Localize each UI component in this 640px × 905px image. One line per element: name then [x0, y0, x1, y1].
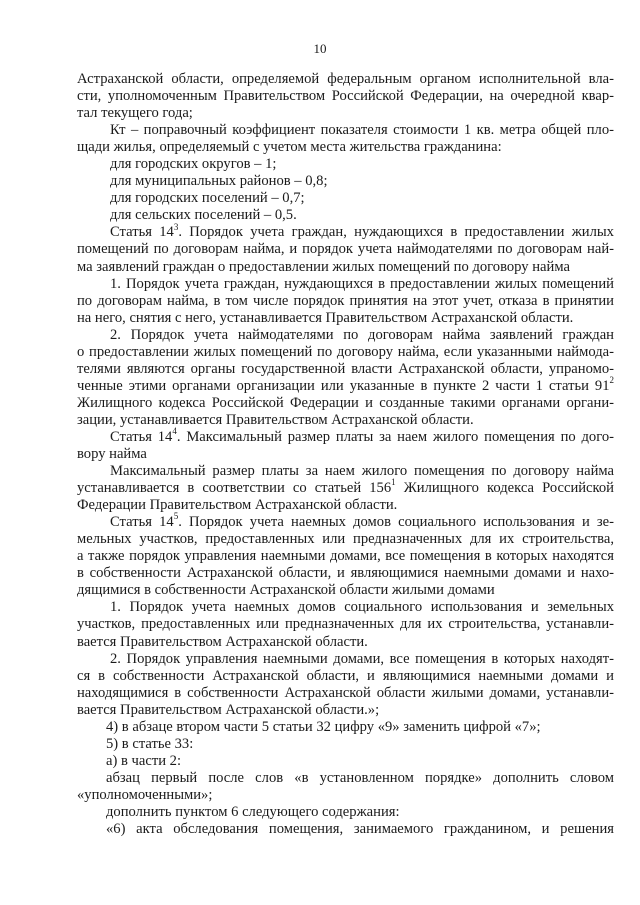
text-run: 1. Порядок учета граждан, нуждающихся в предоставлении жилых помещений: [110, 275, 614, 292]
text-run: Федерации Правительством Астраханской области.: [77, 497, 398, 514]
text-run: а) в части 2:: [106, 752, 182, 769]
text-run: в собственности Астраханской области, и являющимися наемными домами и нахо-: [77, 565, 614, 582]
text-run: дящимися в собственности Астраханской области жилыми домами: [77, 582, 495, 599]
superscript: 1: [391, 477, 396, 488]
text-run: участков, предоставленных или предназначенных для их строительства, устанавли-: [77, 616, 614, 633]
text-run: мельных участков, предоставленных или предназначенных для их строительства,: [77, 531, 614, 548]
text-line: [106, 820, 614, 839]
text-run: 2. Порядок учета наймодателями по договорам найма заявлений граждан: [110, 326, 614, 343]
text-run: Статья 14: [110, 224, 174, 241]
superscript: 4: [172, 426, 177, 437]
text-run: . Порядок учета граждан, нуждающихся в предоставлении жилых: [178, 224, 614, 241]
text-run: Статья 14: [110, 428, 173, 445]
text-run: . Максимальный размер платы за наем жилого помещения по дого-: [176, 428, 614, 445]
text-run: Жилищного кодекса Российской Федерации и созданные такими органами органи-: [77, 394, 614, 411]
text-run: сти, уполномоченным Правительством Российской Федерации, на очередной квар-: [77, 88, 614, 105]
text-run: о предоставлении жилых помещений по договору найма, если указанными наймода-: [77, 343, 614, 360]
text-run: для городских поселений – 0,7;: [110, 190, 305, 207]
text-run: Кт – поправочный коэффициент показателя стоимости 1 кв. метра общей пло-: [110, 122, 614, 139]
text-run: вается Правительством Астраханской области.: [77, 633, 368, 650]
text-run: помещений по договорам найма, и порядок учета наймодателями по договорам най-: [77, 241, 614, 258]
text-run: на него, снятия с него, устанавливается Правительством Астраханской области.: [77, 309, 574, 326]
text-run: устанавливается в соответствии со статьей 156: [77, 480, 392, 497]
text-run: 4) в абзаце втором части 5 статьи 32 цифру «9» заменить цифрой «7»;: [106, 718, 541, 735]
text-run: 2. Порядок управления наемными домами, все помещения в которых находят-: [110, 650, 614, 667]
page-number: 10: [313, 41, 327, 56]
text-run: Жилищного кодекса Российской: [395, 480, 614, 497]
text-run: ся в собственности Астраханской области, и являющимися наемными домами и: [77, 667, 614, 684]
text-run: ма заявлений граждан о предоставлении жилых помещений по договору найма: [77, 258, 570, 275]
text-run: абзац первый после слов «в установленном порядке» дополнить словом: [106, 769, 614, 786]
text-run: вору найма: [77, 446, 147, 462]
superscript: 2: [609, 374, 614, 385]
text-run: 5) в статье 33:: [106, 735, 194, 752]
text-run: «уполномоченными»;: [77, 786, 213, 803]
text-run: а также порядок управления наемными домами, все помещения в которых находятся: [77, 548, 614, 565]
text-run: «6) акта обследования помещения, занимаемого гражданином, и решения: [106, 821, 614, 837]
superscript: 5: [173, 511, 179, 522]
text-run: дополнить пунктом 6 следующего содержания:: [106, 803, 400, 820]
text-run: Максимальный размер платы за наем жилого помещения по договору найма: [110, 463, 614, 480]
text-run: щади жилья, определяемый с учетом места жительства гражданина:: [77, 139, 502, 156]
text-run: тал текущего года;: [77, 105, 193, 122]
text-run: Статья 14: [110, 514, 174, 531]
text-run: телями являются органы государственной власти Астраханской области, упраномо-: [77, 360, 614, 377]
text-run: . Порядок учета наемных домов социального использования и зе-: [178, 514, 615, 531]
text-run: вается Правительством Астраханской области.»;: [77, 701, 380, 718]
superscript: 3: [173, 221, 179, 232]
text-run: для городских округов – 1;: [110, 156, 277, 173]
text-run: для сельских поселений – 0,5.: [110, 207, 297, 224]
text-run: 1. Порядок учета наемных домов социального использования и земельных: [110, 599, 614, 616]
text-run: Астраханской области, определяемой федеральным органом исполнительной вла-: [77, 71, 614, 87]
text-run: для муниципальных районов – 0,8;: [110, 173, 328, 190]
text-run: по договорам найма, в том числе порядок принятия на этот учет, отказа в принятии: [77, 292, 614, 309]
text-run: зации, устанавливается Правительством Астраханской области.: [77, 411, 474, 428]
text-run: находящимися в собственности Астраханской области жилыми домами, устанавли-: [77, 684, 614, 701]
text-run: ченные этими органами организации или указанные в пункте 2 части 1 статьи 91: [77, 377, 610, 394]
